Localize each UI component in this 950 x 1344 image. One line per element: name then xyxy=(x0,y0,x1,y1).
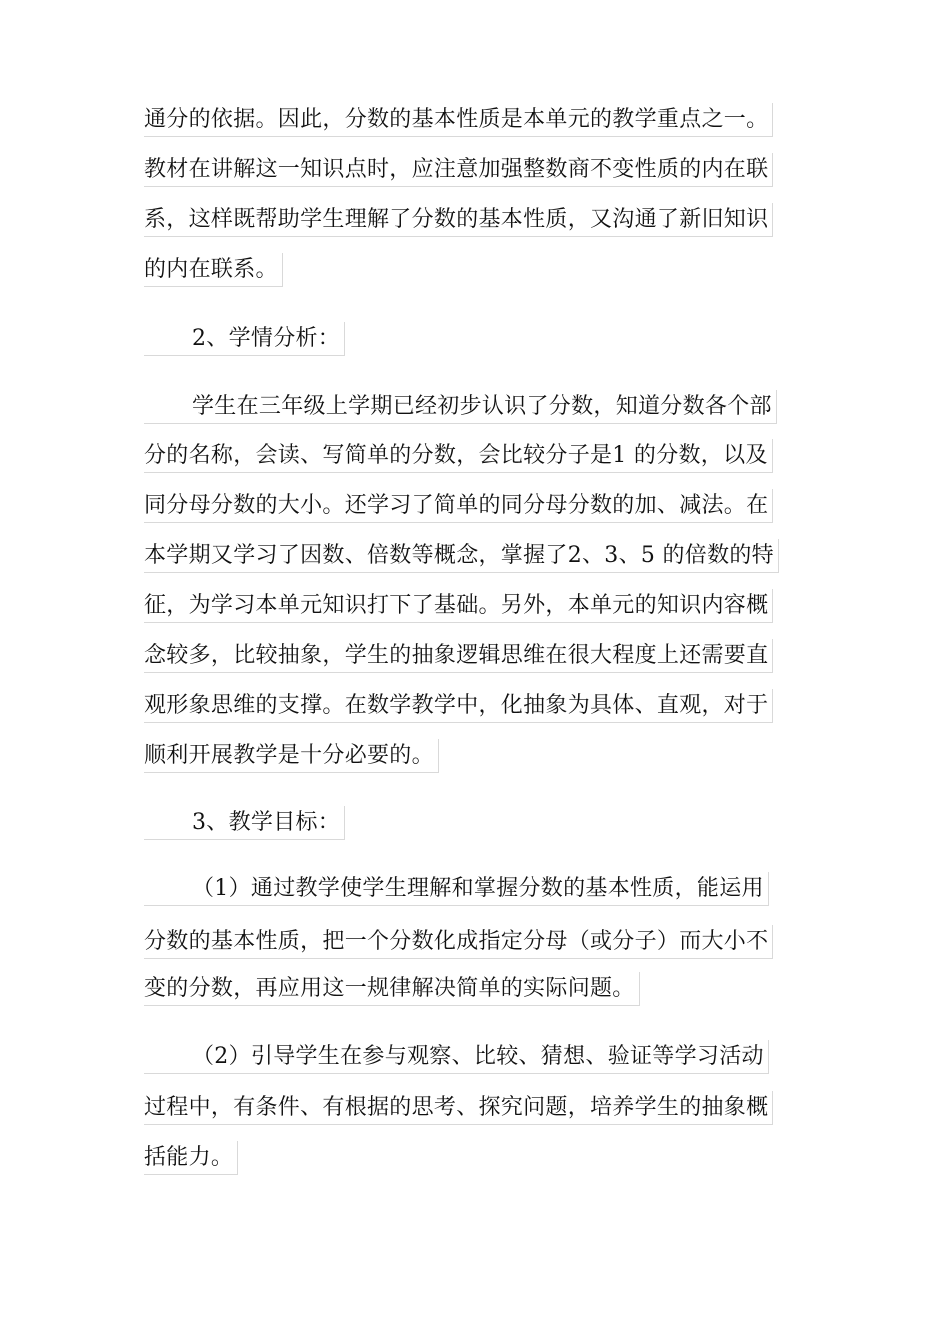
paragraph-line: 学生在三年级上学期已经初步认识了分数，知道分数各个部 xyxy=(144,390,777,424)
paragraph-line: 观形象思维的支撑。在数学教学中，化抽象为具体、直观，对于 xyxy=(144,689,773,723)
paragraph-line: 教材在讲解这一知识点时，应注意加强整数商不变性质的内在联 xyxy=(144,153,773,187)
paragraph-line: 通分的依据。因此，分数的基本性质是本单元的教学重点之一。 xyxy=(144,103,773,137)
paragraph-line: 括能力。 xyxy=(144,1141,238,1175)
section-heading: 3、教学目标： xyxy=(144,806,345,840)
paragraph-line: （2）引导学生在参与观察、比较、猜想、验证等学习活动 xyxy=(144,1040,769,1074)
paragraph-line: 征，为学习本单元知识打下了基础。另外，本单元的知识内容概 xyxy=(144,589,773,623)
paragraph-line: 的内在联系。 xyxy=(144,253,283,287)
paragraph-line: 顺利开展教学是十分必要的。 xyxy=(144,739,439,773)
paragraph-line: 过程中，有条件、有根据的思考、探究问题，培养学生的抽象概 xyxy=(144,1091,773,1125)
paragraph-line: （1）通过教学使学生理解和掌握分数的基本性质，能运用 xyxy=(144,872,769,906)
paragraph-line: 同分母分数的大小。还学习了简单的同分母分数的加、减法。在 xyxy=(144,489,773,523)
paragraph-line: 本学期又学习了因数、倍数等概念，掌握了2、3、5 的倍数的特 xyxy=(144,539,779,573)
paragraph-line: 系，这样既帮助学生理解了分数的基本性质，又沟通了新旧知识 xyxy=(144,203,773,237)
paragraph-line: 变的分数，再应用这一规律解决简单的实际问题。 xyxy=(144,972,640,1006)
paragraph-line: 分数的基本性质，把一个分数化成指定分母（或分子）而大小不 xyxy=(144,925,773,959)
section-heading: 2、学情分析： xyxy=(144,322,345,356)
paragraph-line: 分的名称，会读、写简单的分数，会比较分子是1 的分数，以及 xyxy=(144,439,773,473)
paragraph-line: 念较多，比较抽象，学生的抽象逻辑思维在很大程度上还需要直 xyxy=(144,639,773,673)
